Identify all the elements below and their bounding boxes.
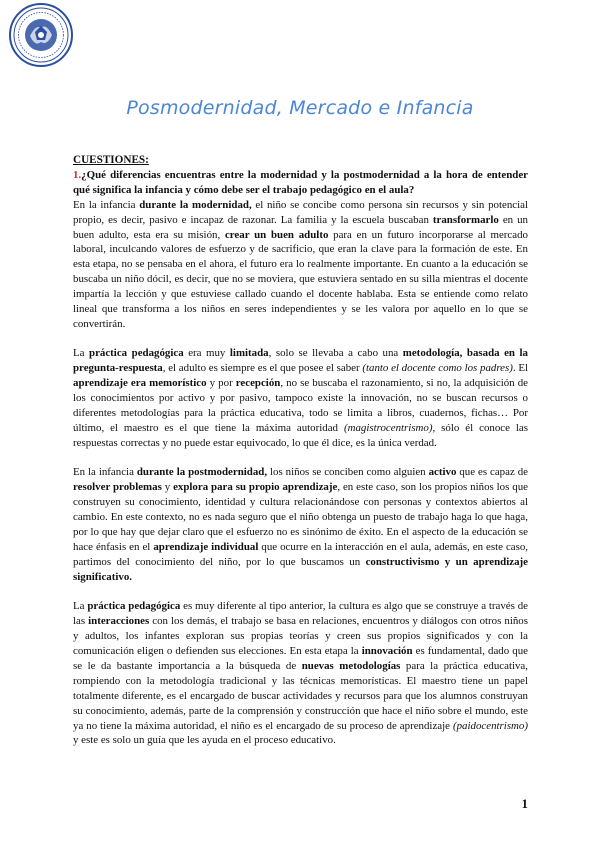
question-1	[73, 168, 528, 198]
university-seal-logo	[8, 2, 74, 68]
paragraph-modernity-practice: La práctica pedagógica era muy limitada, solo se llevaba a cabo una metodología, basada en la pregunta-respuesta, el adulto es siempre es el que posee el saber (tanto el docente como los padres). El aprendizaje era memorístico y por recepción, no se buscaba el razonamiento, si no, la adquisición de los conocimientos por activo y por pasivo, tampoco existe la innovación, no se buscan recursos o diferentes metodologías para la práctica educativa, todo se limita a libros, cuadernos, fichas… Por último, el maestro es el que tiene la máxima autoridad (magistrocentrismo), sólo él conoce las respuestas correctas y no puede estar equivocado, lo que él dice, es la única verdad.	[73, 347, 529, 449]
paragraph-postmodernity: En la infancia durante la postmodernidad, los niños se conciben como alguien activo que es capaz de resolver problemas y explora para su propio aprendizaje, en este caso, son los propios niños los que construyen su conocimiento, identidad y cultura relacionándose con personas y contextos abiertos al cambio. En este contexto, no es nada seguro que el niño obtenga un puesto de trabajo haga lo que haga, por lo que hay que dejar claro que el esfuerzo no es sinónimo de éxito. En el aspecto de la educación se hace énfasis en el aprendizaje individual que ocurre en la interacción en el aula, además, en este caso, partimos del conocimiento del niño, por lo que buscamos un constructivismo y un aprendizaje significativo.	[73, 466, 529, 583]
paragraph-postmodernity-practice: La práctica pedagógica es muy diferente al tipo anterior, la cultura es algo que se construye a través de las interacciones con los demás, el trabajo se basa en relaciones, encuentros y diálogos con otros niños y adultos, los infantes exploran sus propias teorías y creen sus propios significados y con la comunicación eligen o defienden sus elecciones. En esta etapa la innovación es fundamental, dado que se le da bastante importancia a la búsqueda de nuevas metodologías para la práctica educativa, rompiendo con la metodología tradicional y las técnicas memorísticas. El maestro tiene un papel totalmente diferente, es el encargado de buscar actividades y recursos para que los alumnos construyan su conocimiento, además, parte de la comprensión y construcción que hace el niño sobre el mundo, este ya no tiene la máxima autoridad, el niño es el encargado de su proceso de aprendizaje (paidocentrismo) y este es solo un guía que les ayuda en el proceso educativo.	[73, 600, 528, 747]
paragraph-modernity: En la infancia durante la modernidad, el niño se concibe como persona sin recursos y sin potencial propio, es decir, pasivo e incapaz de razonar. La familia y la escuela buscaban transformarlo en un buen adulto, esta era su misión, crear un buen adulto para en un futuro incorporarse al mercado laboral, inculcando valores de esfuerzo y de sacrificio, que eran la clave para la formación de este. En esta etapa, no se pensaba en el ahora, el futuro era lo realmente importante. En cuanto a la educación se buscaba un niño dócil, es decir, que no se moviera, que estuviera sentado en su silla mientras el docente impartía la lección y que estuviese callado cuando el docente hablaba. Esta se entiende como relato lineal que transforma a los niños en seres independientes y se les valora por aquello en lo que se convertirán.	[73, 198, 528, 330]
question-text: ¿Qué diferencias encuentras entre la modernidad y la postmodernidad a la hora de entender qué significa la infancia y cómo debe ser el trabajo pedagógico en el aula?	[73, 168, 528, 196]
cuestiones-heading: CUESTIONES:	[73, 154, 149, 166]
document-body	[73, 153, 528, 748]
question-number: 1.	[73, 168, 82, 181]
page-number: 1	[521, 796, 528, 811]
document-title: Posmodernidad, Mercado e Infancia	[126, 97, 474, 119]
section-heading	[73, 153, 528, 168]
